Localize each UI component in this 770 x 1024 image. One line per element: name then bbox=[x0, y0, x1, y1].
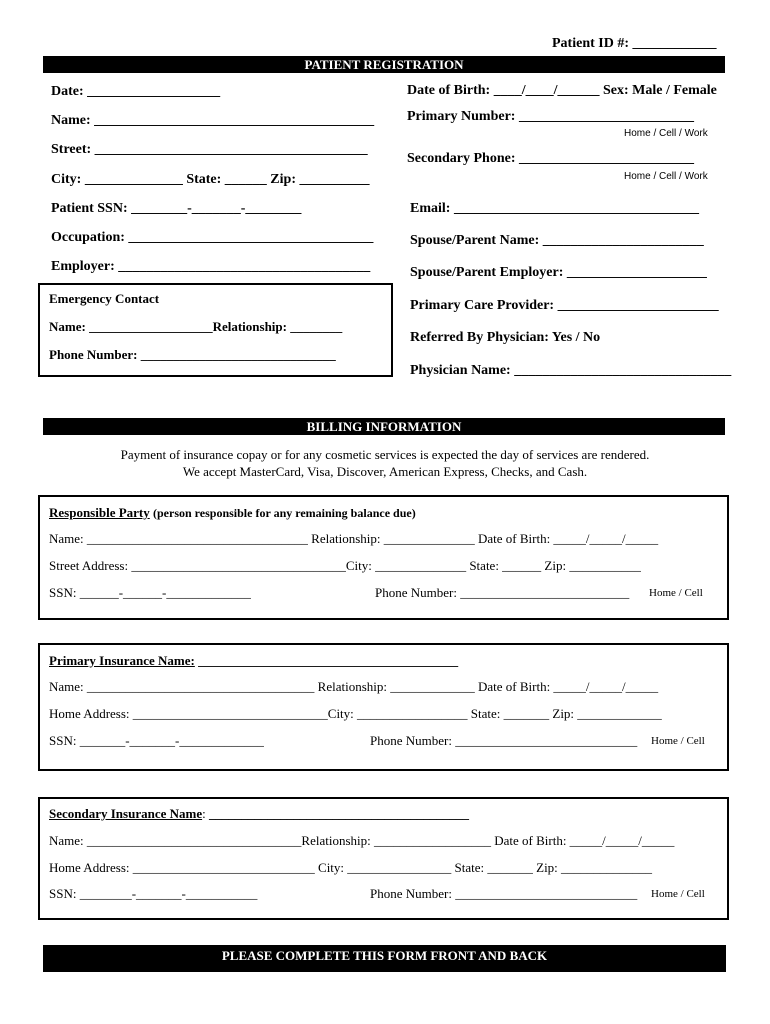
emergency-contact-box bbox=[38, 283, 393, 377]
secondary-insurance-heading bbox=[49, 806, 469, 822]
primary-insurance-address-field[interactable]: Home Address: ______________________________City: _________________ State: _______ Zip: _____________ bbox=[49, 706, 662, 721]
responsible-party-heading bbox=[49, 505, 416, 521]
primary-insurance-box bbox=[38, 643, 729, 771]
secondary-insurance-phone-hint: Home / Cell bbox=[651, 888, 705, 900]
date-field[interactable]: Date: ___________________ bbox=[51, 84, 221, 99]
emergency-phone-field[interactable]: Phone Number: ______________________________ bbox=[49, 347, 336, 362]
occupation-field[interactable]: Occupation: ___________________________________ bbox=[51, 230, 374, 245]
primary-insurance-ssn-field[interactable]: SSN: _______-_______-_____________ bbox=[49, 733, 264, 748]
secondary-insurance-address-field[interactable]: Home Address: ____________________________ City: ________________ State: _______ Zip: ______________ bbox=[49, 860, 653, 875]
primary-insurance-name-line[interactable]: ________________________________________ bbox=[198, 653, 459, 668]
city-state-zip-field[interactable]: City: ______________ State: ______ Zip: __________ bbox=[51, 172, 370, 187]
secondary-insurance-colon: : bbox=[202, 806, 206, 821]
primary-number-field[interactable]: Primary Number: _________________________ bbox=[407, 109, 694, 124]
emergency-name-field[interactable]: Name: ___________________Relationship: ________ bbox=[49, 319, 343, 334]
secondary-insurance-title: Secondary Insurance Name bbox=[49, 806, 203, 821]
primary-care-provider-field[interactable]: Primary Care Provider: _______________________ bbox=[410, 298, 719, 313]
responsible-party-box bbox=[38, 495, 729, 620]
physician-name-field[interactable]: Physician Name: _______________________________ bbox=[410, 363, 732, 378]
spouse-parent-employer-field[interactable]: Spouse/Parent Employer: ____________________ bbox=[410, 265, 707, 280]
primary-number-hint: Home / Cell / Work bbox=[624, 128, 708, 139]
secondary-insurance-box bbox=[38, 797, 729, 920]
primary-insurance-name-field[interactable]: Name: ___________________________________ Relationship: _____________ Date of Birth: _____/_____/_____ bbox=[49, 679, 659, 694]
patient-registration-header: PATIENT REGISTRATION bbox=[43, 56, 725, 73]
secondary-insurance-ssn-field[interactable]: SSN: ________-_______-___________ bbox=[49, 886, 258, 901]
primary-insurance-title: Primary Insurance Name: bbox=[49, 653, 195, 668]
primary-insurance-phone-field[interactable]: Phone Number: ____________________________ bbox=[370, 733, 638, 748]
billing-information-header: BILLING INFORMATION bbox=[43, 418, 725, 435]
billing-note-line2: We accept MasterCard, Visa, Discover, American Express, Checks, and Cash. bbox=[182, 464, 588, 479]
responsible-phone-hint: Home / Cell bbox=[649, 587, 703, 599]
patient-ssn-field[interactable]: Patient SSN: ________-_______-________ bbox=[51, 201, 302, 216]
responsible-address-field[interactable]: Street Address: _________________________________City: ______________ State: ______ Zip: ___________ bbox=[49, 558, 641, 573]
secondary-phone-hint: Home / Cell / Work bbox=[624, 171, 708, 182]
emergency-contact-title: Emergency Contact bbox=[49, 291, 160, 306]
employer-field[interactable]: Employer: ____________________________________ bbox=[51, 259, 371, 274]
street-field[interactable]: Street: _______________________________________ bbox=[51, 142, 368, 157]
billing-note-line1: Payment of insurance copay or for any cosmetic services is expected the day of services are rendered. bbox=[120, 447, 650, 462]
secondary-phone-field[interactable]: Secondary Phone: _________________________ bbox=[407, 151, 694, 166]
responsible-party-title: Responsible Party bbox=[49, 505, 150, 520]
responsible-ssn-field[interactable]: SSN: ______-______-_____________ bbox=[49, 585, 251, 600]
referred-by-physician-field[interactable]: Referred By Physician: Yes / No bbox=[410, 330, 601, 345]
name-field[interactable]: Name: ________________________________________ bbox=[51, 113, 375, 128]
primary-insurance-phone-hint: Home / Cell bbox=[651, 735, 705, 747]
email-field[interactable]: Email: ___________________________________ bbox=[410, 201, 699, 216]
dob-sex-field[interactable]: Date of Birth: ____/____/______ Sex: Male / Female bbox=[407, 83, 717, 98]
secondary-insurance-name-line[interactable]: ________________________________________ bbox=[205, 806, 469, 821]
responsible-name-field[interactable]: Name: __________________________________ Relationship: ______________ Date of Birth: _____/_____/_____ bbox=[49, 531, 659, 546]
responsible-party-subtitle: (person responsible for any remaining balance due) bbox=[153, 506, 416, 520]
secondary-insurance-name-field[interactable]: Name: _________________________________Relationship: __________________ Date of Birth: _____/_____/_____ bbox=[49, 833, 675, 848]
responsible-phone-field[interactable]: Phone Number: __________________________ bbox=[375, 585, 630, 600]
spouse-parent-name-field[interactable]: Spouse/Parent Name: _______________________ bbox=[410, 233, 704, 248]
secondary-insurance-phone-field[interactable]: Phone Number: ____________________________ bbox=[370, 886, 638, 901]
patient-id-field[interactable]: Patient ID #: ____________ bbox=[552, 36, 717, 51]
complete-form-notice: PLEASE COMPLETE THIS FORM FRONT AND BACK bbox=[43, 945, 726, 972]
primary-insurance-heading bbox=[49, 653, 458, 669]
